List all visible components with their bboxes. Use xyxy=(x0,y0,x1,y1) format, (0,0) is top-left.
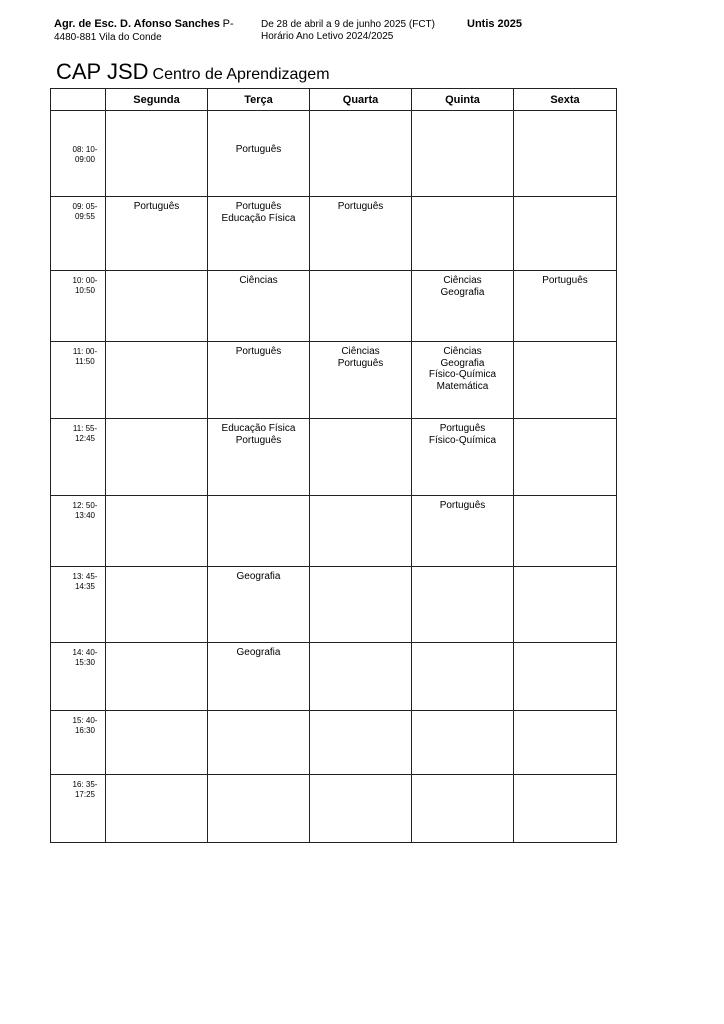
lesson-cell xyxy=(514,419,617,496)
period-dates: De 28 de abril a 9 de junho 2025 (FCT) xyxy=(261,19,435,30)
subject-label: Matemática xyxy=(436,380,489,392)
lesson-cell xyxy=(106,342,208,419)
time-slot xyxy=(51,342,106,419)
time-slot xyxy=(51,775,106,843)
lesson-cell xyxy=(208,197,310,271)
time-start: 16: 35- xyxy=(72,780,98,789)
subject-label: Português xyxy=(235,346,282,357)
class-title xyxy=(56,59,330,85)
lesson-cell xyxy=(106,111,208,197)
subject-label: Ciências xyxy=(239,275,278,286)
subject-label: Português xyxy=(235,201,282,212)
lesson-cell xyxy=(106,496,208,567)
time-end: 14:35 xyxy=(74,582,96,591)
lesson-cell xyxy=(514,197,617,271)
time-slot xyxy=(51,197,106,271)
lesson-cell xyxy=(310,496,412,567)
school-name: Agr. de Esc. D. Afonso Sanches xyxy=(54,18,220,30)
time-slot xyxy=(51,567,106,643)
subject-label: Geografia xyxy=(236,647,281,658)
period-row xyxy=(51,419,617,496)
lesson-cell xyxy=(514,111,617,197)
period-row xyxy=(51,496,617,567)
time-start: 13: 45- xyxy=(72,572,98,581)
time-end: 15:30 xyxy=(74,658,96,667)
lesson-cell xyxy=(514,775,617,843)
subject-label: Ciências xyxy=(341,346,380,357)
day-header: Terça xyxy=(208,89,310,111)
lesson-cell xyxy=(208,643,310,711)
subject-label: Físico-Química xyxy=(428,369,497,380)
lesson-cell xyxy=(412,111,514,197)
lesson-cell xyxy=(208,711,310,775)
timetable-body xyxy=(51,111,617,843)
time-end: 13:40 xyxy=(74,511,96,520)
time-end: 12:45 xyxy=(74,434,96,443)
lesson-cell xyxy=(208,567,310,643)
class-code: CAP JSD xyxy=(56,59,149,84)
time-end: 10:50 xyxy=(74,286,96,295)
subject-label: Geografia xyxy=(440,286,485,298)
school-code: P- xyxy=(222,18,234,30)
time-start: 14: 40- xyxy=(72,648,98,657)
period-row xyxy=(51,271,617,342)
subject-label: Português xyxy=(133,201,180,212)
subject-label: Geografia xyxy=(236,571,281,582)
time-start: 08: 10- xyxy=(72,145,98,154)
lesson-cell xyxy=(310,342,412,419)
school-address: 4480-881 Vila do Conde xyxy=(54,32,162,43)
corner-cell xyxy=(51,89,106,111)
time-start: 15: 40- xyxy=(72,716,98,725)
time-end: 09:55 xyxy=(74,212,96,221)
lesson-cell xyxy=(412,643,514,711)
day-header: Sexta xyxy=(514,89,617,111)
lesson-cell xyxy=(106,643,208,711)
time-end: 16:30 xyxy=(74,726,96,735)
lesson-cell xyxy=(412,567,514,643)
subject-label: Português xyxy=(337,357,384,369)
lesson-cell xyxy=(514,711,617,775)
school-year: Horário Ano Letivo 2024/2025 xyxy=(261,31,394,42)
timetable xyxy=(50,88,617,843)
lesson-cell xyxy=(412,419,514,496)
lesson-cell xyxy=(310,711,412,775)
subject-label: Português xyxy=(235,144,282,155)
lesson-cell xyxy=(310,111,412,197)
subject-label: Português xyxy=(337,201,384,212)
period-row xyxy=(51,342,617,419)
lesson-cell xyxy=(106,567,208,643)
lesson-cell xyxy=(106,775,208,843)
lesson-cell xyxy=(208,419,310,496)
lesson-cell xyxy=(106,711,208,775)
time-end: 09:00 xyxy=(74,155,96,164)
lesson-cell xyxy=(514,271,617,342)
lesson-cell xyxy=(310,197,412,271)
lesson-cell xyxy=(106,197,208,271)
lesson-cell xyxy=(514,342,617,419)
lesson-cell xyxy=(412,775,514,843)
subject-label: Português xyxy=(235,434,282,446)
lesson-cell xyxy=(208,271,310,342)
time-start: 11: 55- xyxy=(72,424,98,433)
time-start: 12: 50- xyxy=(72,501,98,510)
lesson-cell xyxy=(106,271,208,342)
subject-label: Educação Física xyxy=(221,212,296,224)
time-start: 11: 00- xyxy=(72,347,98,356)
time-slot xyxy=(51,271,106,342)
time-slot xyxy=(51,711,106,775)
lesson-cell xyxy=(208,496,310,567)
lesson-cell xyxy=(310,643,412,711)
time-slot xyxy=(51,419,106,496)
lesson-cell xyxy=(310,419,412,496)
day-header: Quinta xyxy=(412,89,514,111)
school-header xyxy=(54,18,254,44)
period-info xyxy=(261,19,435,43)
day-header: Segunda xyxy=(106,89,208,111)
day-header: Quarta xyxy=(310,89,412,111)
time-end: 11:50 xyxy=(75,357,95,366)
lesson-cell xyxy=(514,643,617,711)
lesson-cell xyxy=(514,496,617,567)
time-slot xyxy=(51,496,106,567)
subject-label: Geografia xyxy=(440,357,485,369)
period-row xyxy=(51,111,617,197)
software-label: Untis 2025 xyxy=(467,18,523,30)
period-row xyxy=(51,567,617,643)
period-row xyxy=(51,197,617,271)
time-start: 09: 05- xyxy=(72,202,98,211)
period-row xyxy=(51,643,617,711)
subject-label: Português xyxy=(439,423,486,434)
lesson-cell xyxy=(412,342,514,419)
time-start: 10: 00- xyxy=(72,276,98,285)
lesson-cell xyxy=(208,342,310,419)
lesson-cell xyxy=(310,271,412,342)
subject-label: Ciências xyxy=(443,275,482,286)
lesson-cell xyxy=(514,567,617,643)
lesson-cell xyxy=(412,197,514,271)
subject-label: Ciências xyxy=(443,346,482,357)
time-slot xyxy=(51,111,106,197)
subject-label: Físico-Química xyxy=(428,434,497,446)
lesson-cell xyxy=(310,775,412,843)
lesson-cell xyxy=(208,111,310,197)
day-header-row xyxy=(51,89,617,111)
period-row xyxy=(51,775,617,843)
lesson-cell xyxy=(208,775,310,843)
lesson-cell xyxy=(310,567,412,643)
lesson-cell xyxy=(412,711,514,775)
lesson-cell xyxy=(412,271,514,342)
lesson-cell xyxy=(412,496,514,567)
time-end: 17:25 xyxy=(74,790,96,799)
lesson-cell xyxy=(106,419,208,496)
subject-label: Português xyxy=(542,275,588,286)
subject-label: Educação Física xyxy=(221,423,296,434)
period-row xyxy=(51,711,617,775)
class-name: Centro de Aprendizagem xyxy=(152,66,330,83)
subject-label: Português xyxy=(439,500,486,511)
time-slot xyxy=(51,643,106,711)
